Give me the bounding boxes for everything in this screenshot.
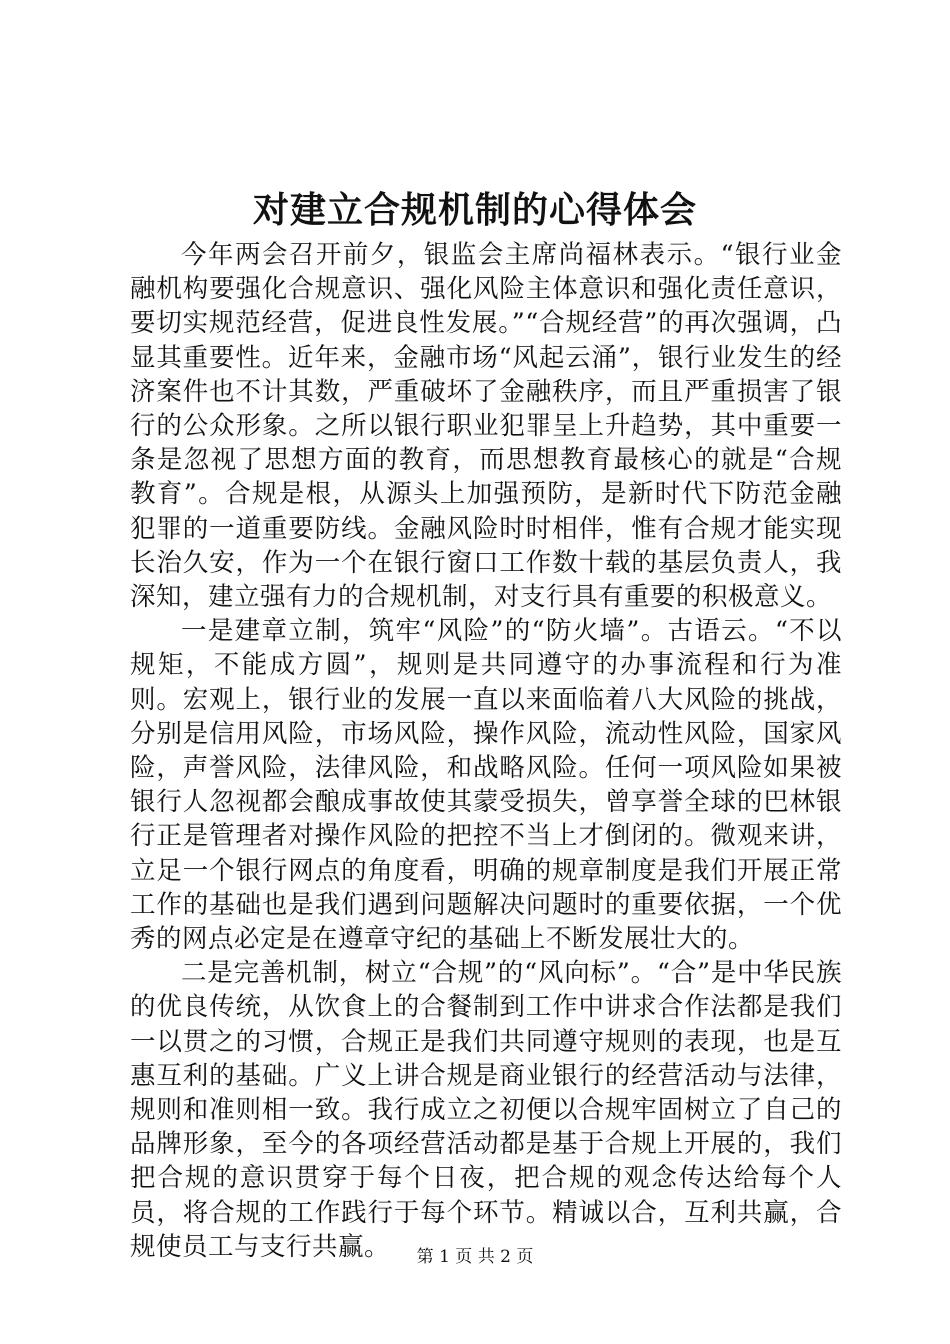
document-body	[130, 238, 842, 1264]
paragraph-point-one: 一是建章立制，筑牢“风险”的“防火墙”。古语云。“不以规矩，不能成方圆”，规则是共同遵守的办事流程和行为准则。宏观上，银行业的发展一直以来面临着八大风险的挑战，分别是信用风险，市场风险，操作风险，流动性风险，国家风险，声誉风险，法律风险，和战略风险。任何一项风险如果被银行人忽视都会酿成事故使其蒙受损失，曾享誉全球的巴林银行正是管理者对操作风险的把控不当上才倒闭的。微观来讲，立足一个银行网点的角度看，明确的规章制度是我们开展正常工作的基础也是我们遇到问题解决问题时的重要依据，一个优秀的网点必定是在遵章守纪的基础上不断发展壮大的。	[130, 616, 842, 955]
paragraph-point-two: 二是完善机制，树立“合规”的“风向标”。“合”是中华民族的优良传统，从饮食上的合餐制到工作中讲求合作法都是我们一以贯之的习惯，合规正是我们共同遵守规则的表现，也是互惠互利的基础。广义上讲合规是商业银行的经营活动与法律，规则和准则相一致。我行成立之初便以合规牢固树立了自己的品牌形象，至今的各项经营活动都是基于合规上开展的，我们把合规的意识贯穿于每个日夜，把合规的观念传达给每个人员，将合规的工作践行于每个环节。精诚以合，互利共赢，合规使员工与支行共赢。	[130, 958, 842, 1262]
page-footer: 第 1 页 共 2 页	[416, 1247, 534, 1267]
document-title: 对建立合规机制的心得体会	[252, 189, 697, 231]
paragraph-intro: 今年两会召开前夕，银监会主席尚福林表示。“银行业金融机构要强化合规意识、强化风险主体意识和强化责任意识，要切实规范经营，促进良性发展。”“合规经营”的再次强调，凸显其重要性。近年来，金融市场“风起云涌”，银行业发生的经济案件也不计其数，严重破坏了金融秩序，而且严重损害了银行的公众形象。之所以银行职业犯罪呈上升趋势，其中重要一条是忽视了思想方面的教育，而思想教育最核心的就是“合规教育”。合规是根，从源头上加强预防，是新时代下防范金融犯罪的一道重要防线。金融风险时时相伴，惟有合规才能实现长治久安，作为一个在银行窗口工作数十载的基层负责人，我深知，建立强有力的合规机制，对支行具有重要的积极意义。	[130, 240, 842, 613]
